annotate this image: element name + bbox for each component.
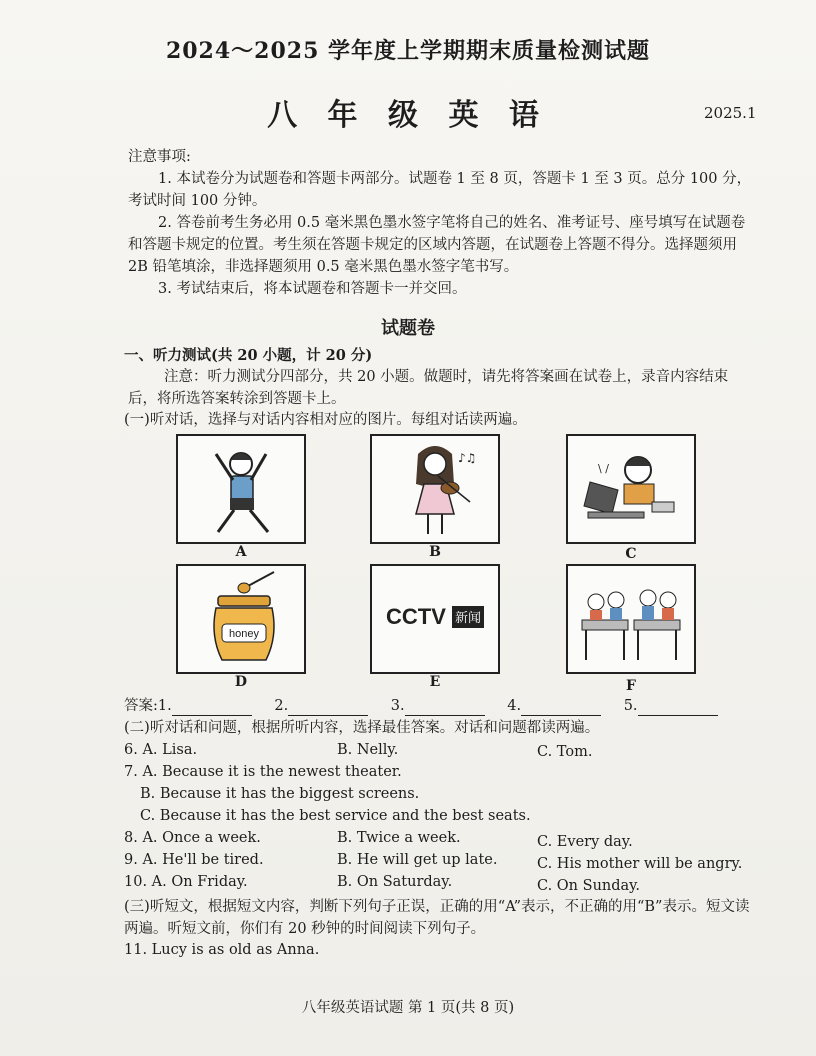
q10-option-b: B. On Saturday.	[337, 874, 453, 890]
part1-note: 注意：听力测试分四部分，共 20 小题。做题时，请先将答案画在试卷上，录音内容结束后，将所选答案转涂到答题卡上。	[128, 369, 729, 407]
exam-date: 2025.1	[704, 104, 757, 122]
picture-d-label: D	[234, 674, 248, 690]
q8-option-a: 8. A. Once a week.	[124, 830, 261, 846]
picture-e	[370, 564, 500, 674]
q6-option-a: 6. A. Lisa.	[124, 742, 198, 758]
notice-item-2: 2. 答卷前考生务必用 0.5 毫米黑色墨水签字笔将自己的姓名、准考证号、座号填写在试题卷和答题卡规定的位置。考生须在答题卡规定的区域内答题，在试题卷上答题不得分。选择题须用 2B 铅笔填涂，非选择题须用 0.5 毫米黑色墨水签字笔书写。	[128, 215, 746, 275]
classroom-students-icon	[568, 566, 694, 672]
q6-option-c: C. Tom.	[537, 744, 593, 760]
picture-e-label: E	[429, 674, 441, 690]
answer-num-1: 1.	[157, 698, 172, 714]
q9-option-a: 9. A. He'll be tired.	[124, 852, 264, 868]
notice-item-3: 3. 考试结束后，将本试题卷和答题卡一并交回。	[158, 281, 467, 297]
answer-num-3: 3.	[390, 698, 405, 714]
answer-num-5: 5.	[623, 698, 638, 714]
exam-title: 2024～2025 学年度上学期期末质量检测试题	[165, 38, 651, 64]
q7-option-a: 7. A. Because it is the newest theater.	[124, 764, 402, 780]
picture-f-label: F	[626, 678, 636, 694]
picture-b-label: B	[429, 544, 441, 560]
page-footer: 八年级英语试题 第 1 页(共 8 页)	[301, 1000, 515, 1016]
picture-c-label: C	[625, 546, 637, 562]
picture-b	[370, 434, 500, 544]
q6-option-b: B. Nelly.	[337, 742, 399, 758]
answer-num-4: 4.	[507, 698, 522, 714]
cctv-news-logo	[372, 566, 498, 672]
answer-num-2: 2.	[274, 698, 289, 714]
answer-row	[124, 696, 718, 716]
notice-heading: 注意事项:	[128, 149, 191, 165]
picture-a	[176, 434, 306, 544]
part1-sub2: (二)听对话和问题，根据所听内容，选择最佳答案。对话和问题都读两遍。	[124, 720, 600, 736]
picture-c	[566, 434, 696, 544]
violin-girl-icon	[372, 436, 498, 542]
part1-sub1: (一)听对话，选择与对话内容相对应的图片。每组对话读两遍。	[124, 412, 527, 428]
q7-option-c: C. Because it has the best service and the best seats.	[140, 808, 531, 824]
answer-label: 答案:	[124, 698, 158, 714]
q10-option-a: 10. A. On Friday.	[124, 874, 248, 890]
part1-sub3: (三)听短文，根据短文内容，判断下列句子正误，正确的用“A”表示，不正确的用“B”表示。短文读两遍。听短文前，你们有 20 秒钟的时间阅读下列句子。	[124, 899, 750, 937]
picture-d	[176, 564, 306, 674]
subject-title: 八 年 级 英 语	[267, 98, 549, 133]
q8-option-c: C. Every day.	[537, 834, 633, 850]
picture-f	[566, 564, 696, 674]
answer-blank-4[interactable]	[521, 701, 601, 716]
q8-option-b: B. Twice a week.	[337, 830, 461, 846]
news-badge-text: 新闻	[454, 611, 482, 626]
laptop-boy-icon	[568, 436, 694, 542]
q7-option-b: B. Because it has the biggest screens.	[140, 786, 420, 802]
q11-statement: 11. Lucy is as old as Anna.	[124, 942, 320, 958]
stretching-boy-icon	[178, 436, 304, 542]
section-title: 试题卷	[381, 318, 435, 339]
cctv-text: CCTV	[386, 604, 446, 629]
answer-blank-2[interactable]	[288, 701, 368, 716]
answer-blank-3[interactable]	[405, 701, 485, 716]
q10-option-c: C. On Sunday.	[537, 878, 641, 894]
svg-text:♪♫: ♪♫	[458, 451, 477, 465]
picture-a-label: A	[235, 544, 247, 560]
honey-jar-icon	[178, 566, 304, 672]
part1-heading: 一、听力测试(共 20 小题，计 20 分)	[124, 347, 373, 364]
svg-text:\ /: \ /	[598, 462, 609, 475]
answer-blank-5[interactable]	[638, 701, 718, 716]
notice-item-1: 1. 本试卷分为试题卷和答题卡两部分。试题卷 1 至 8 页，答题卡 1 至 3 页。总分 100 分，考试时间 100 分钟。	[128, 171, 752, 209]
honey-label: honey	[229, 628, 259, 640]
q9-option-b: B. He will get up late.	[337, 852, 498, 868]
answer-blank-1[interactable]	[172, 701, 252, 716]
q9-option-c: C. His mother will be angry.	[537, 856, 743, 872]
